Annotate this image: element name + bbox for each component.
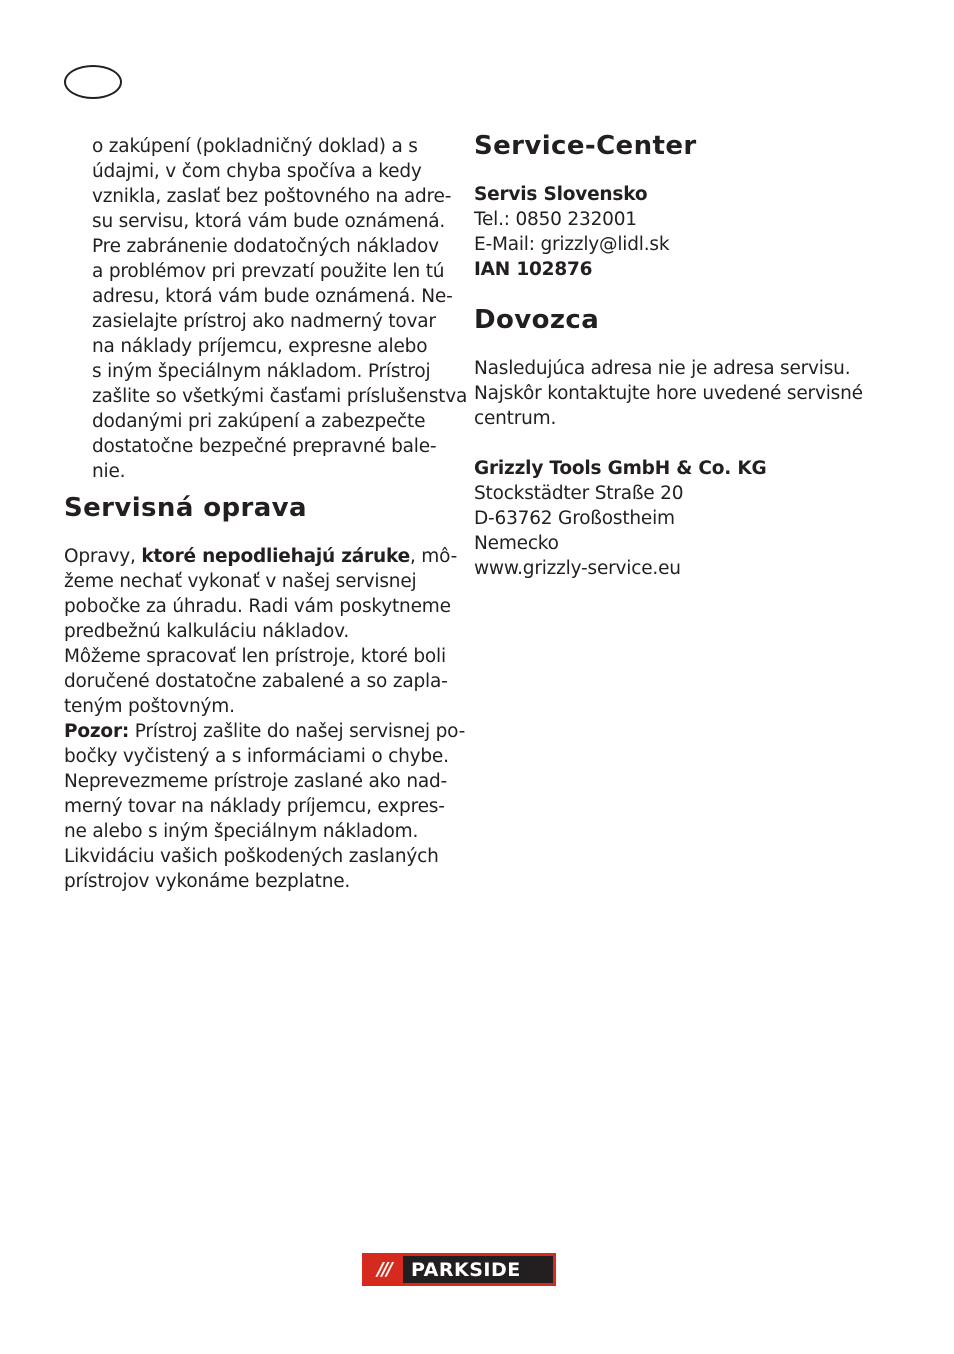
parkside-logo xyxy=(362,1253,556,1286)
text-line: nie. xyxy=(92,461,126,482)
service-tel: Tel.: 0850 232001 xyxy=(474,209,637,230)
text-line: adresu, ktorá vám bude oznámená. Ne- xyxy=(92,286,453,307)
text-line: Nasledujúca adresa nie je adresa servisu. xyxy=(474,358,851,379)
text-line: doručené dostatočne zabalené a so zapla- xyxy=(64,671,448,692)
service-name: Servis Slovensko xyxy=(474,184,648,205)
service-email: E-Mail: grizzly@lidl.sk xyxy=(474,234,670,255)
text-line: žeme nechať vykonať v našej servisnej xyxy=(64,571,417,592)
spacer xyxy=(474,431,874,456)
repair-heading: Servisná oprava xyxy=(64,493,307,523)
text-line: zašlite so všetkými časťami príslušenstva xyxy=(92,386,468,407)
text-line: pobočke za úhradu. Radi vám poskytneme xyxy=(64,596,451,617)
text-line: D-63762 Großostheim xyxy=(474,508,675,529)
text-line: na náklady príjemcu, expresne alebo xyxy=(92,336,428,357)
text-line: údajmi, v čom chyba spočíva a kedy xyxy=(92,161,422,182)
text-span: , mô- xyxy=(409,546,458,567)
attention-label: Pozor: xyxy=(64,721,130,742)
text-line: Môžeme spracovať len prístroje, ktoré boli xyxy=(64,646,446,667)
text-line: Najskôr kontaktujte hore uvedené servisné xyxy=(474,383,863,404)
text-line: zasielajte prístroj ako nadmerný tovar xyxy=(92,311,436,332)
bold-text: ktoré nepodliehajú záruke xyxy=(141,546,410,567)
repair-paragraph xyxy=(64,544,466,894)
text-line: s iným špeciálnym nákladom. Prístroj xyxy=(92,361,431,382)
text-line: a problémov pri prevzatí použite len tú xyxy=(92,261,445,282)
text-line: teným poštovným. xyxy=(64,696,235,717)
text-line: o zakúpení (pokladničný doklad) a s xyxy=(92,136,418,157)
right-column xyxy=(474,130,874,581)
text-line: Nemecko xyxy=(474,533,559,554)
text-line: Stockstädter Straße 20 xyxy=(474,483,684,504)
logo-inner xyxy=(365,1256,553,1283)
service-ian: IAN 102876 xyxy=(474,259,593,280)
text-line: ne alebo s iným špeciálnym nákladom. xyxy=(64,821,419,842)
logo-text: PARKSIDE xyxy=(411,1258,521,1281)
logo-slashes: /// xyxy=(365,1256,403,1283)
intro-paragraph xyxy=(64,134,468,484)
importer-company: Grizzly Tools GmbH & Co. KG xyxy=(474,458,767,479)
text-line: vznikla, zaslať bez poštovného na adre- xyxy=(92,186,452,207)
left-column xyxy=(64,134,468,894)
importer-heading: Dovozca xyxy=(474,305,600,335)
language-badge xyxy=(64,65,122,99)
text-line: bočky vyčistený a s informáciami o chybe. xyxy=(64,746,449,767)
text-line xyxy=(64,544,456,569)
text-line: su servisu, ktorá vám bude oznámená. xyxy=(92,211,446,232)
text-line: dostatočne bezpečné prepravné bale- xyxy=(92,436,437,457)
text-line: prístrojov vykonáme bezplatne. xyxy=(64,871,351,892)
text-line: Likvidáciu vašich poškodených zaslaných xyxy=(64,846,439,867)
text-line: dodanými pri zakúpení a zabezpečte xyxy=(92,411,426,432)
text-line: Neprevezmeme prístroje zaslané ako nad- xyxy=(64,771,447,792)
importer-website: www.grizzly-service.eu xyxy=(474,558,681,579)
text-span: Opravy, xyxy=(64,546,142,567)
text-line: centrum. xyxy=(474,408,557,429)
text-span: Prístroj zašlite do našej servisnej po- xyxy=(129,721,466,742)
service-center-heading: Service-Center xyxy=(474,131,697,161)
text-line: Pre zabránenie dodatočných nákladov xyxy=(92,236,439,257)
text-line: predbežnú kalkuláciu nákladov. xyxy=(64,621,350,642)
text-line: merný tovar na náklady príjemcu, expres- xyxy=(64,796,445,817)
text-line xyxy=(64,719,466,744)
